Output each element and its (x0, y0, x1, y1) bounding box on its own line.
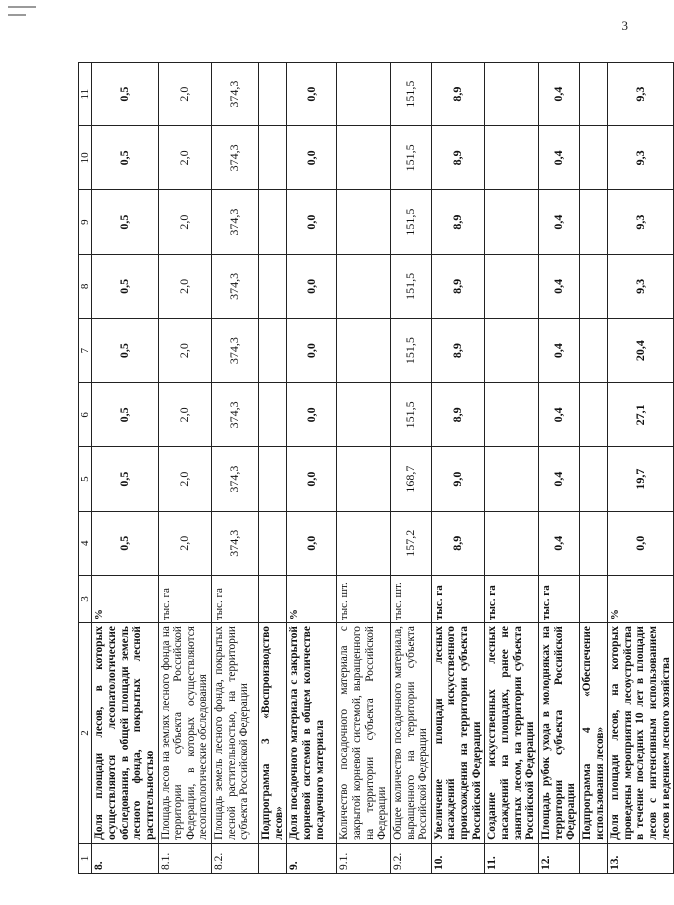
unit-cell: тыс. га (212, 575, 259, 622)
row-number: 9.1. (337, 843, 391, 873)
unit-cell: тыс. га (538, 575, 579, 622)
value-cell: 0,4 (538, 63, 579, 126)
value-cell: 2,0 (158, 254, 212, 318)
row-number: 11. (485, 843, 539, 873)
value-cell: 0,4 (538, 318, 579, 382)
column-number: 2 (79, 623, 92, 844)
value-cell: 0,0 (287, 447, 337, 511)
value-cell: 19,7 (608, 447, 674, 511)
value-cell: 8,9 (431, 318, 485, 382)
indicator-row (287, 63, 337, 874)
empty-cell (579, 447, 607, 511)
subprogram-row (259, 63, 287, 874)
indicator-row (158, 63, 212, 874)
value-cell: 20,4 (608, 318, 674, 382)
indicator-row (431, 63, 485, 874)
empty-cell (259, 254, 287, 318)
value-cell: 0,4 (538, 383, 579, 447)
value-cell (485, 318, 539, 382)
value-cell (337, 511, 391, 575)
value-cell: 8,9 (431, 190, 485, 254)
column-number: 3 (79, 575, 92, 622)
value-cell: 2,0 (158, 63, 212, 126)
value-cell (337, 447, 391, 511)
value-cell: 9,3 (608, 190, 674, 254)
value-cell (485, 190, 539, 254)
value-cell: 0,0 (287, 254, 337, 318)
indicator-label: Создание искусственных лесных насаждений на площадях, ранее не занятых лесом, на территории субъекта Российской Федерации (485, 623, 539, 844)
row-number: 13. (608, 843, 674, 873)
column-number: 6 (79, 383, 92, 447)
column-number: 9 (79, 190, 92, 254)
value-cell: 0,0 (608, 511, 674, 575)
indicator-label: Площадь рубок ухода в молодняках на территории субъекта Российской Федерации (538, 623, 579, 844)
value-cell: 374,3 (212, 383, 259, 447)
empty-cell (259, 383, 287, 447)
value-cell: 27,1 (608, 383, 674, 447)
empty-cell (259, 318, 287, 382)
value-cell: 9,3 (608, 254, 674, 318)
scan-artifact (8, 6, 36, 8)
column-number: 10 (79, 126, 92, 190)
empty-cell (259, 843, 287, 873)
subprogram-title: Подпрограмма 4 «Обеспечение использования лесов» (579, 623, 607, 844)
column-number: 7 (79, 318, 92, 382)
indicator-row (337, 63, 391, 874)
empty-cell (579, 575, 607, 622)
value-cell: 157,2 (390, 511, 431, 575)
rotated-page (78, 62, 672, 874)
unit-cell: % (287, 575, 337, 622)
empty-cell (259, 63, 287, 126)
value-cell: 0,0 (287, 318, 337, 382)
value-cell: 8,9 (431, 254, 485, 318)
value-cell (337, 254, 391, 318)
empty-cell (259, 190, 287, 254)
column-number: 8 (79, 254, 92, 318)
value-cell (485, 447, 539, 511)
value-cell: 0,0 (287, 190, 337, 254)
value-cell: 151,5 (390, 318, 431, 382)
value-cell: 374,3 (212, 511, 259, 575)
indicator-label: Площадь лесов на землях лесного фонда на территории субъекта Российской Федерации, в которых осуществляются лесопатологические обследования (158, 623, 212, 844)
value-cell: 151,5 (390, 383, 431, 447)
subprogram-title: Подпрограмма 3 «Воспроизводство лесов» (259, 623, 287, 844)
column-number: 1 (79, 843, 92, 873)
unit-cell: тыс. шт. (390, 575, 431, 622)
subprogram-row (579, 63, 607, 874)
value-cell: 8,9 (431, 383, 485, 447)
value-cell (337, 383, 391, 447)
empty-cell (579, 254, 607, 318)
empty-cell (579, 318, 607, 382)
value-cell: 151,5 (390, 63, 431, 126)
page-number: 3 (621, 18, 628, 33)
empty-cell (579, 511, 607, 575)
indicator-row (92, 63, 158, 874)
value-cell: 374,3 (212, 190, 259, 254)
header-row (79, 63, 92, 874)
unit-cell: тыс. га (485, 575, 539, 622)
indicator-label: Площадь земель лесного фонда, покрытых лесной растительностью, на территории субъекта Российской Федерации (212, 623, 259, 844)
value-cell: 374,3 (212, 63, 259, 126)
row-number: 8.2. (212, 843, 259, 873)
empty-cell (259, 575, 287, 622)
value-cell: 0,4 (538, 511, 579, 575)
value-cell (337, 126, 391, 190)
value-cell (485, 511, 539, 575)
value-cell: 0,5 (92, 63, 158, 126)
value-cell: 2,0 (158, 447, 212, 511)
row-number: 10. (431, 843, 485, 873)
value-cell (485, 63, 539, 126)
value-cell: 0,5 (92, 511, 158, 575)
value-cell: 2,0 (158, 383, 212, 447)
indicator-label: Общее количество посадочного материала, выращенного на территории субъекта Российской Федерации (390, 623, 431, 844)
indicator-row (538, 63, 579, 874)
value-cell: 0,5 (92, 383, 158, 447)
value-cell: 0,0 (287, 511, 337, 575)
value-cell: 151,5 (390, 190, 431, 254)
unit-cell: тыс. шт. (337, 575, 391, 622)
value-cell: 2,0 (158, 126, 212, 190)
value-cell (337, 318, 391, 382)
value-cell (337, 63, 391, 126)
unit-cell: % (92, 575, 158, 622)
value-cell: 0,0 (287, 63, 337, 126)
value-cell: 374,3 (212, 254, 259, 318)
indicator-label: Увеличение площади лесных насаждений искусственного происхождения на территории субъекта Российской Федерации (431, 623, 485, 844)
value-cell (485, 383, 539, 447)
empty-cell (259, 126, 287, 190)
value-cell: 0,5 (92, 126, 158, 190)
row-number: 8.1. (158, 843, 212, 873)
indicators-table (78, 62, 674, 874)
value-cell: 374,3 (212, 318, 259, 382)
value-cell: 8,9 (431, 63, 485, 126)
value-cell: 9,0 (431, 447, 485, 511)
value-cell: 0,0 (287, 126, 337, 190)
value-cell: 8,9 (431, 126, 485, 190)
indicator-row (390, 63, 431, 874)
scan-artifact (8, 14, 26, 16)
value-cell: 0,5 (92, 318, 158, 382)
unit-cell: тыс. га (431, 575, 485, 622)
value-cell: 8,9 (431, 511, 485, 575)
indicator-row (608, 63, 674, 874)
value-cell: 2,0 (158, 511, 212, 575)
empty-cell (579, 126, 607, 190)
indicator-label: Количество посадочного материала с закрытой корневой системой, выращенного на территории субъекта Российской Федерации (337, 623, 391, 844)
value-cell: 0,4 (538, 190, 579, 254)
row-number: 12. (538, 843, 579, 873)
value-cell: 0,4 (538, 447, 579, 511)
value-cell: 2,0 (158, 190, 212, 254)
value-cell: 0,5 (92, 190, 158, 254)
value-cell: 374,3 (212, 126, 259, 190)
value-cell: 151,5 (390, 126, 431, 190)
indicator-label: Доля площади лесов, на которых проведены мероприятия лесоустройства в течение последних 10 лет в площади лесов с интенсивным использованием лесов и ведением лесного хозяйства (608, 623, 674, 844)
column-number: 5 (79, 447, 92, 511)
value-cell: 9,3 (608, 126, 674, 190)
indicator-label: Доля площади лесов, в которых осуществляются лесопатологические обследования, в общей площади земель лесного фонда, покрытых лесной растительностью (92, 623, 158, 844)
column-number: 4 (79, 511, 92, 575)
unit-cell: тыс. га (158, 575, 212, 622)
unit-cell: % (608, 575, 674, 622)
indicator-row (212, 63, 259, 874)
row-number: 8. (92, 843, 158, 873)
column-number: 11 (79, 63, 92, 126)
empty-cell (259, 447, 287, 511)
value-cell (485, 254, 539, 318)
value-cell (485, 126, 539, 190)
value-cell: 0,0 (287, 383, 337, 447)
value-cell: 151,5 (390, 254, 431, 318)
empty-cell (259, 511, 287, 575)
empty-cell (579, 843, 607, 873)
empty-cell (579, 190, 607, 254)
value-cell: 0,5 (92, 447, 158, 511)
value-cell: 9,3 (608, 63, 674, 126)
value-cell: 374,3 (212, 447, 259, 511)
value-cell: 0,4 (538, 254, 579, 318)
value-cell: 168,7 (390, 447, 431, 511)
empty-cell (579, 63, 607, 126)
row-number: 9. (287, 843, 337, 873)
value-cell: 0,4 (538, 126, 579, 190)
value-cell: 2,0 (158, 318, 212, 382)
value-cell (337, 190, 391, 254)
row-number: 9.2. (390, 843, 431, 873)
value-cell: 0,5 (92, 254, 158, 318)
indicator-label: Доля посадочного материала с закрытой корневой системой в общем количестве посадочного материала (287, 623, 337, 844)
empty-cell (579, 383, 607, 447)
indicator-row (485, 63, 539, 874)
